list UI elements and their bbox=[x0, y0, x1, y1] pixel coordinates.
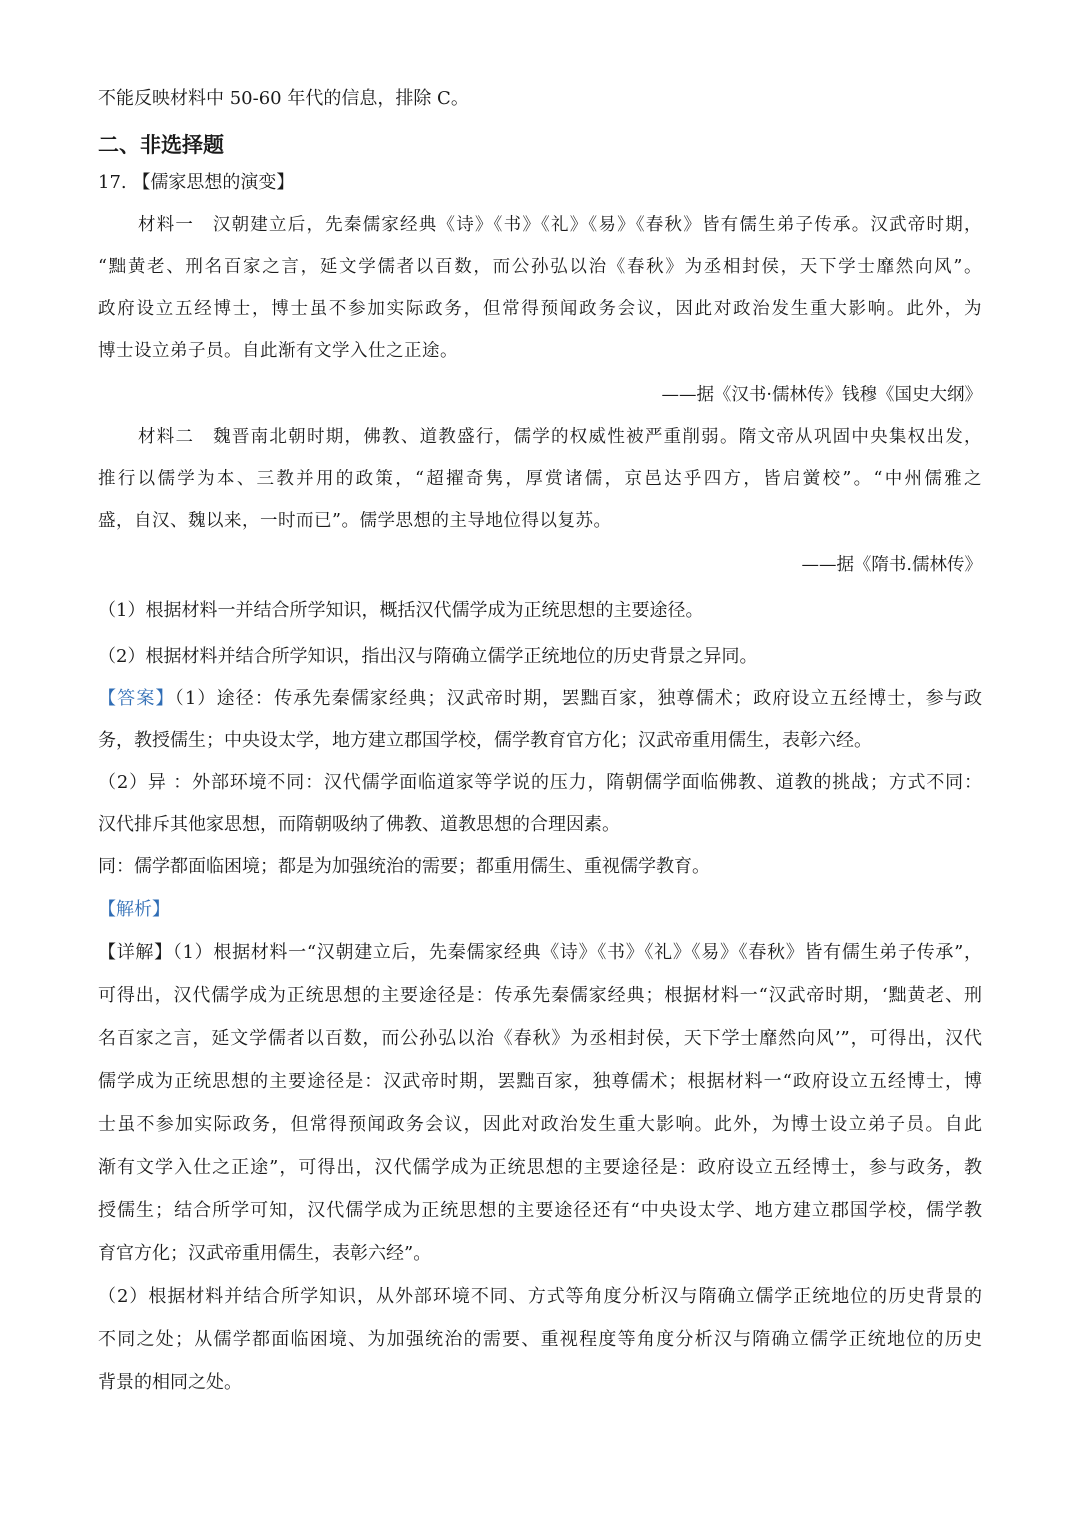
analysis-line: 【详解】（1）根据材料一“汉朝建立后，先秦儒家经典《诗》《书》《礼》《易》《春秋》皆有儒生弟子传承”， bbox=[98, 942, 982, 963]
material-two-line: 盛，自汉、魏以来，一时而已”。儒学思想的主导地位得以复苏。 bbox=[98, 511, 612, 531]
answer-block bbox=[98, 678, 982, 888]
answer-line: （2）异 ：外部环境不同：汉代儒学面临道家等学说的压力，隋朝儒学面临佛教、道教的挑战；方式不同： bbox=[98, 772, 982, 793]
analysis-tag: 【解析】 bbox=[98, 899, 170, 920]
material-two-source: ——据《隋书.儒林传》 bbox=[801, 555, 982, 575]
analysis-line: 士虽不参加实际政务，但常得预闻政务会议，因此对政治发生重大影响。此外，为博士设立弟子员。自此 bbox=[98, 1114, 982, 1135]
analysis-line: 可得出，汉代儒学成为正统思想的主要途径是：传承先秦儒家经典；根据材料一“汉武帝时期，‘黜黄老、刑 bbox=[98, 985, 982, 1006]
material-two-line: 推行以儒学为本、三教并用的政策，“超擢奇隽，厚赏诸儒，京邑达乎四方，皆启黉校”。“中州儒雅之 bbox=[98, 469, 982, 489]
analysis-line: 名百家之言，延文学儒者以百数，而公孙弘以治《春秋》为丞相封侯，天下学士靡然向风’”，可得出，汉代 bbox=[98, 1028, 982, 1049]
section-heading: 二、非选择题 bbox=[98, 132, 224, 157]
answer-line: 汉代排斥其他家思想，而隋朝吸纳了佛教、道教思想的合理因素。 bbox=[98, 814, 620, 835]
analysis-line: 不同之处；从儒学都面临困境、为加强统治的需要、重视程度等角度分析汉与隋确立儒学正统地位的历史 bbox=[98, 1329, 982, 1350]
sub-question: （2）根据材料并结合所学知识，指出汉与隋确立儒学正统地位的历史背景之异同。 bbox=[98, 646, 758, 667]
document-page bbox=[98, 84, 982, 1404]
material-one-line: 博士设立弟子员。自此渐有文学入仕之正途。 bbox=[98, 341, 458, 361]
analysis-line: 渐有文学入仕之正途”，可得出，汉代儒学成为正统思想的主要途径是：政府设立五经博士，参与政务，教 bbox=[98, 1157, 982, 1178]
sub-question: （1）根据材料一并结合所学知识，概括汉代儒学成为正统思想的主要途径。 bbox=[98, 600, 704, 621]
analysis-line: 儒学成为正统思想的主要途径是：汉武帝时期，罢黜百家，独尊儒术；根据材料一“政府设立五经博士，博 bbox=[98, 1071, 982, 1092]
question-title: 17. 【儒家思想的演变】 bbox=[98, 172, 295, 193]
analysis-block bbox=[98, 888, 982, 1404]
analysis-line: 育官方化；汉武帝重用儒生，表彰六经”。 bbox=[98, 1243, 432, 1264]
analysis-line: 授儒生；结合所学可知，汉代儒学成为正统思想的主要途径还有“中央设太学、地方建立郡国学校，儒学教 bbox=[98, 1200, 982, 1221]
material-one bbox=[98, 204, 982, 416]
analysis-line: （2）根据材料并结合所学知识，从外部环境不同、方式等角度分析汉与隋确立儒学正统地位的历史背景的 bbox=[98, 1286, 982, 1307]
analysis-line: 背景的相同之处。 bbox=[98, 1372, 242, 1393]
sub-questions bbox=[98, 590, 982, 678]
previous-answer-tail: 不能反映材料中 50-60 年代的信息，排除 C。 bbox=[98, 88, 469, 109]
answer-line: 同：儒学都面临困境；都是为加强统治的需要；都重用儒生、重视儒学教育。 bbox=[98, 856, 710, 877]
material-one-source: ——据《汉书·儒林传》钱穆《国史大纲》 bbox=[661, 385, 982, 405]
answer-first-line bbox=[98, 678, 982, 720]
answer-text: （1）途径：传承先秦儒家经典；汉武帝时期，罢黜百家，独尊儒术；政府设立五经博士，参与政 bbox=[174, 688, 982, 709]
material-two bbox=[98, 416, 982, 586]
material-one-line: “黜黄老、刑名百家之言，延文学儒者以百数，而公孙弘以治《春秋》为丞相封侯，天下学士靡然向风”。 bbox=[98, 257, 982, 277]
answer-line: 务，教授儒生；中央设太学，地方建立郡国学校，儒学教育官方化；汉武帝重用儒生，表彰六经。 bbox=[98, 730, 872, 751]
material-one-line: 政府设立五经博士，博士虽不参加实际政务，但常得预闻政务会议，因此对政治发生重大影响。此外，为 bbox=[98, 299, 982, 319]
material-one-line: 材料一 汉朝建立后，先秦儒家经典《诗》《书》《礼》《易》《春秋》皆有儒生弟子传承。汉武帝时期， bbox=[138, 215, 982, 235]
answer-tag: 【答案】 bbox=[98, 688, 175, 709]
material-two-line: 材料二 魏晋南北朝时期，佛教、道教盛行，儒学的权威性被严重削弱。隋文帝从巩固中央集权出发， bbox=[138, 427, 982, 447]
